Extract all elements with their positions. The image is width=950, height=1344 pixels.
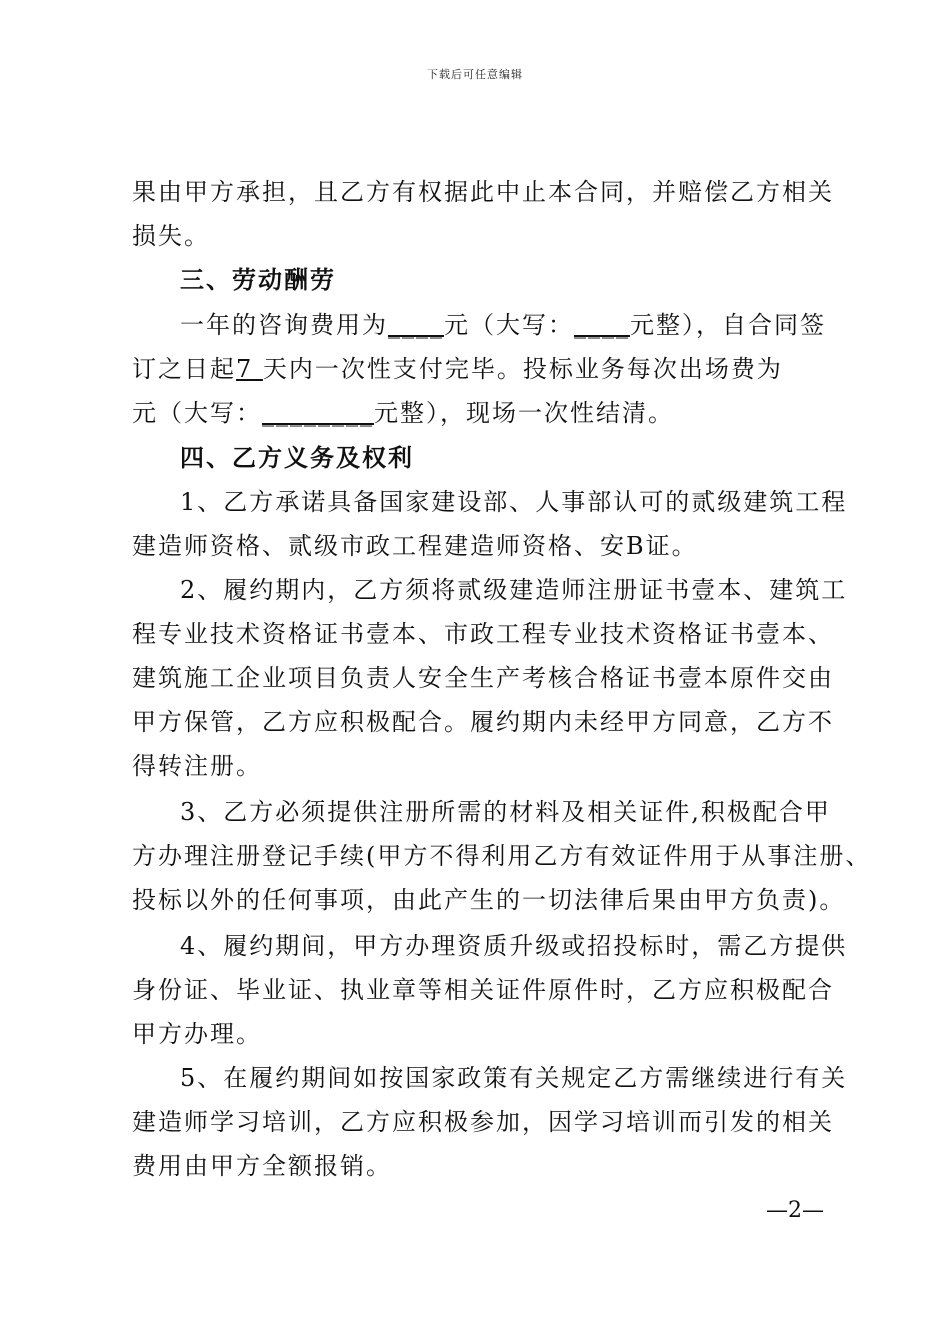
- paragraph-line: 3、乙方必须提供注册所需的材料及相关证件,积极配合甲: [180, 798, 831, 826]
- paragraph-line: 方办理注册登记手续(甲方不得利用乙方有效证件用于从事注册、: [132, 842, 872, 870]
- paragraph-line: 建造师学习培训，乙方应积极参加，因学习培训而引发的相关: [132, 1108, 834, 1136]
- paragraph-line: 程专业技术资格证书壹本、市政工程专业技术资格证书壹本、: [132, 620, 834, 648]
- paragraph-line: 费用由甲方全额报销。: [132, 1152, 392, 1180]
- section-heading: 三、劳动酬劳: [180, 265, 336, 294]
- paragraph-line: 得转注册。: [132, 752, 262, 780]
- fee-capital-blank: ____: [574, 311, 630, 339]
- section-3: [132, 258, 832, 302]
- paragraph-line: 4、履约期间，甲方办理资质升级或招投标时，需乙方提供: [180, 932, 848, 960]
- fee-text: 一年的咨询费用为: [180, 311, 388, 339]
- item-1: [132, 480, 848, 568]
- paragraph-line: 投标以外的任何事项，由此产生的一切法律后果由甲方负责)。: [132, 886, 846, 914]
- paragraph-line: 2、履约期内，乙方须将贰级建造师注册证书壹本、建筑工: [180, 576, 848, 604]
- fee-line: [132, 303, 832, 347]
- paragraph-line: 甲方保管，乙方应积极配合。履约期内未经甲方同意，乙方不: [132, 708, 834, 736]
- payment-line: [132, 347, 832, 391]
- paragraph-line: 身份证、毕业证、执业章等相关证件原件时，乙方应积极配合: [132, 976, 834, 1004]
- fee-text: 元整），自合同签: [630, 311, 826, 339]
- bid-fee-text: 元（大写：: [132, 399, 262, 427]
- fee-amount-blank: ____: [388, 311, 444, 339]
- item-5: [132, 1056, 848, 1188]
- section-heading: 四、乙方义务及权利: [180, 443, 414, 472]
- item-4: [132, 924, 848, 1056]
- bid-fee-text: 元整），现场一次性结清。: [374, 399, 674, 427]
- bid-fee-line: [132, 391, 832, 435]
- item-3: [132, 790, 872, 922]
- clause-continuation: [132, 170, 832, 258]
- page-number: —2—: [766, 1198, 824, 1223]
- paragraph-line: 建筑施工企业项目负责人安全生产考核合格证书壹本原件交由: [132, 664, 834, 692]
- paragraph-line: 果由甲方承担，且乙方有权据此中止本合同，并赔偿乙方相关: [132, 178, 834, 206]
- paragraph-line: 5、在履约期间如按国家政策有关规定乙方需继续进行有关: [180, 1064, 848, 1092]
- fee-text: 元（大写：: [444, 311, 574, 339]
- bid-fee-blank: ________: [262, 399, 374, 427]
- payment-text: 订之日起: [132, 355, 236, 383]
- paragraph-line: 1、乙方承诺具备国家建设部、人事部认可的贰级建筑工程: [180, 488, 848, 516]
- section-4: [132, 436, 832, 480]
- page-header: 下载后可任意编辑: [427, 68, 523, 81]
- paragraph-line: 建造师资格、贰级市政工程建造师资格、安B证。: [132, 532, 698, 560]
- paragraph-line: 甲方办理。: [132, 1020, 262, 1048]
- section-3-body: [132, 303, 832, 435]
- payment-text: 天内一次性支付完毕。投标业务每次出场费为: [262, 355, 783, 383]
- paragraph-line: 损失。: [132, 222, 210, 250]
- item-2: [132, 568, 848, 788]
- payment-days: 7: [236, 355, 263, 383]
